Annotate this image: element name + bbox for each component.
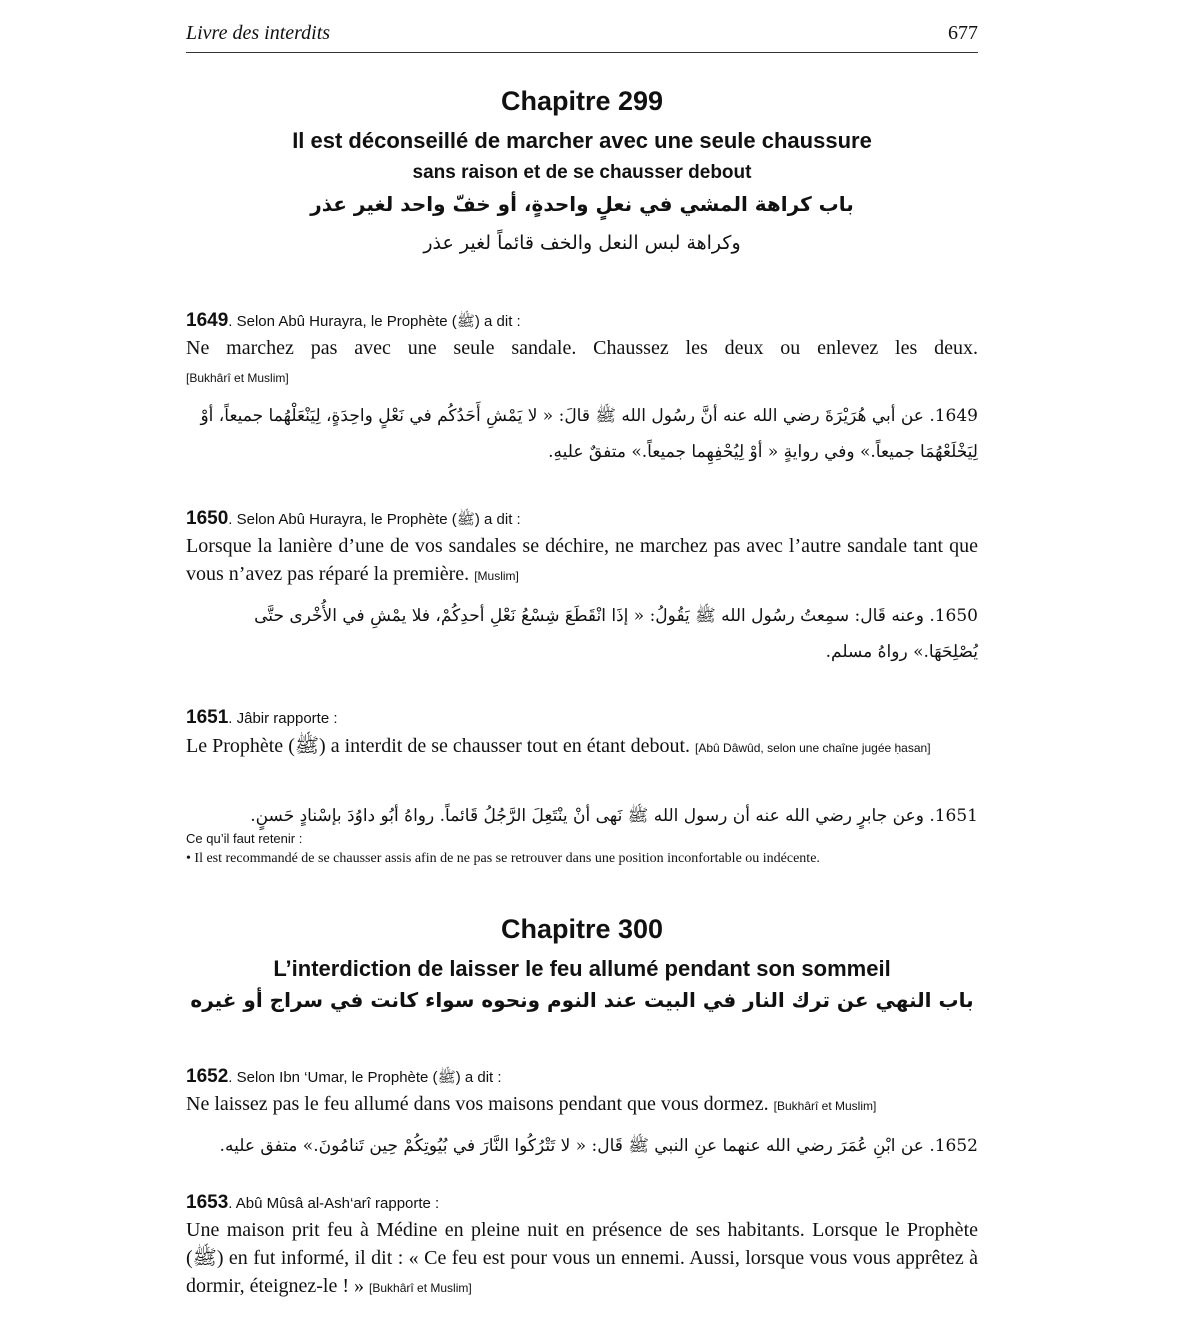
running-head-title: Livre des interdits [186, 22, 331, 44]
hadith-1652-header [186, 1066, 978, 1090]
hadith-1653-header [186, 1192, 978, 1214]
hadith-1650-header [186, 508, 978, 532]
hadith-intro: . Jâbir rapporte : [228, 710, 338, 727]
retenir-item-text: Il est recommandé de se chausser assis afin de ne pas se retrouver dans une position inconfortable ou indécente. [194, 851, 820, 866]
hadith-1653-text [186, 1216, 978, 1302]
hadith-1649-header [186, 310, 978, 334]
hadith-1650-arabic: 1650. وعنه قَال: سمِعتُ رسُول الله ﷺ يَقُولُ: « إذَا انْقَطَعَ شِسْعُ نَعْلِ أحدِكُمْ، فلا يمْشِ في الأُخْرى حتَّى يُصْلِحَهَا.» رواهُ مسلم. [254, 606, 978, 662]
hadith-intro: . Selon Abû Hurayra, le Prophète (ﷺ) a dit : [228, 313, 521, 330]
hadith-number: 1653 [186, 1192, 229, 1213]
hadith-1649-text: Ne marchez pas avec une seule sandale. Chaussez les deux ou enlevez les deux. [186, 337, 978, 359]
hadith-intro: . Selon Ibn ‘Umar, le Prophète (ﷺ) a dit : [228, 1069, 502, 1086]
running-head [186, 22, 978, 50]
hadith-1651-text [186, 731, 978, 763]
hadith-1651-header [186, 707, 978, 729]
chapter-300-number: Chapitre 300 [500, 914, 664, 944]
chapter-300-arabic-title: باب النهي عن ترك النار في البيت عند النوم ونحوه سواء كانت في سراج أو غيره [190, 988, 974, 1012]
hadith-text: Le Prophète (ﷺ) a interdit de se chausser tout en étant debout. [186, 735, 691, 757]
retenir-label: Ce qu’il faut retenir : [186, 831, 303, 846]
hadith-1651-arabic: 1651. وعن جابرٍ رضي الله عنه أن رسول الله ﷺ نَهى أنْ ينْتَعِلَ الرَّجُلُ قَائماً. رواهُ أبُو داوُدَ بإسْنادٍ حَسنٍ. [250, 806, 978, 826]
hadith-text: Ne laissez pas le feu allumé dans vos maisons pendant que vous dormez. [186, 1093, 769, 1115]
chapter-299-number: Chapitre 299 [500, 86, 664, 116]
chapter-299-title: Il est déconseillé de marcher avec une seule chaussure [292, 128, 872, 153]
bullet-icon: • [186, 851, 191, 866]
hadith-source: [Bukhârî et Muslim] [369, 1281, 472, 1295]
hadith-1649-source: [Bukhârî et Muslim] [186, 371, 289, 385]
header-rule [186, 52, 978, 53]
hadith-1649-arabic: 1649. عن أبي هُرَيْرَةَ رضي الله عنه أنَّ رسُول الله ﷺ قالَ: « لا يَمْشِ أَحَدُكُم في نَعْلٍ واحِدَةٍ، لِيَنْعَلْهُما جميعاً، أوْ لِيَخْلَعْهُمَا جميعاً.» وفي روايةٍ « أوْ لِيُحْفِهِما جميعاً.» متفقٌ عليهِ. [200, 406, 978, 462]
hadith-number: 1652 [186, 1066, 229, 1087]
page-number: 677 [948, 22, 978, 44]
hadith-intro: . Selon Abû Hurayra, le Prophète (ﷺ) a dit : [228, 511, 521, 528]
chapter-299-arabic-title: باب كراهة المشي في نعلٍ واحدةٍ، أو خفّ واحد لغير عذر [310, 192, 854, 216]
hadith-source: [Abû Dâwûd, selon une chaîne jugée ḥasan] [695, 741, 931, 755]
hadith-1650-text [186, 532, 978, 590]
hadith-intro: . Abû Mûsâ al-Ash‘arî rapporte : [228, 1195, 440, 1212]
hadith-number: 1649 [186, 310, 229, 331]
hadith-1652-arabic: 1652. عن ابْنِ عُمَرَ رضي الله عنهما عنِ النبي ﷺ قَال: « لا تَتْرُكُوا النَّارَ في بُيُوتِكُمْ حِين تَنامُونَ.» متفق عليه. [219, 1136, 978, 1156]
hadith-number: 1651 [186, 707, 229, 728]
hadith-source: [Bukhârî et Muslim] [773, 1099, 877, 1113]
chapter-300-title: L’interdiction de laisser le feu allumé pendant son sommeil [273, 956, 891, 981]
hadith-source: [Muslim] [474, 569, 519, 583]
hadith-text: Une maison prit feu à Médine en pleine nuit en présence de ses habitants. Lorsque le Prophète (ﷺ) en fut informé, il dit : « Ce feu est pour vous un ennemi. Aussi, lorsque vous vous apprêtez à dormir, éteignez-le ! » [186, 1219, 978, 1297]
chapter-299-arabic-subtitle: وكراهة لبس النعل والخف قائماً لغير عذر [423, 232, 741, 254]
hadith-text: Lorsque la lanière d’une de vos sandales se déchire, ne marchez pas avec l’autre sandale tant que vous n’avez pas réparé la première. [186, 535, 978, 585]
chapter-299-subtitle: sans raison et de se chausser debout [412, 162, 752, 183]
retenir-item [186, 851, 978, 867]
hadith-1652-text [186, 1090, 978, 1120]
hadith-number: 1650 [186, 508, 229, 529]
